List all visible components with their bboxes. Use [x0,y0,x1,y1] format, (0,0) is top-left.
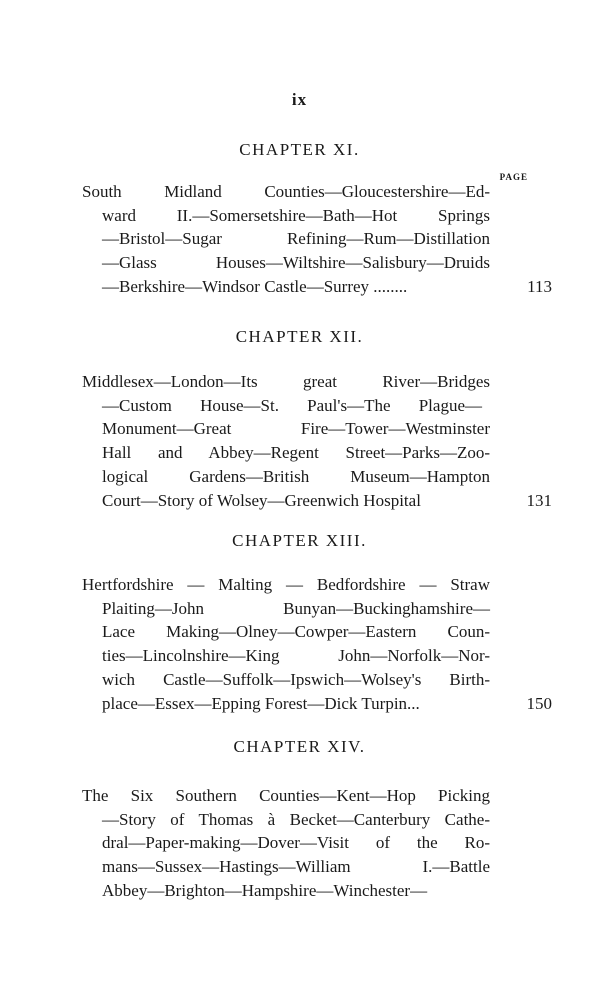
contents-line [82,489,552,513]
contents-line-text: place—Essex—Epping Forest—Dick Turpin... [102,693,420,713]
contents-line: —Glass Houses—Wiltshire—Salisbury—Druids [102,253,490,273]
page-column-header: PAGE [499,172,528,182]
contents-line: wich Castle—Suffolk—Ipswich—Wolsey's Birth- [102,669,490,689]
chapter-title: CHAPTER XII. [235,327,364,346]
page-reference: 150 [526,693,552,713]
chapter-contents [82,573,552,715]
contents-line: South Midland Counties—Gloucestershire—Ed- [82,182,490,201]
chapter-contents [82,784,552,903]
chapter-contents [82,180,552,299]
contents-line: The Six Southern Counties—Kent—Hop Picking [82,786,490,805]
contents-line: —Custom House—St. Paul's—The Plague— [102,395,482,415]
contents-line: mans—Sussex—Hastings—William I.—Battle [102,857,490,877]
page-number: ix [291,90,308,109]
contents-line: —Bristol—Sugar Refining—Rum—Distillation [102,229,490,249]
contents-line: logical Gardens—British Museum—Hampton [102,466,490,486]
chapter-title: CHAPTER XI. [239,140,360,159]
page-reference: 131 [526,490,552,510]
contents-line: ward II.—Somersetshire—Bath—Hot Springs [102,205,490,225]
contents-line: Monument—Great Fire—Tower—Westminster [102,419,490,439]
contents-line: Plaiting—John Bunyan—Buckinghamshire— [102,598,490,618]
page-reference: 113 [527,276,552,296]
contents-line [82,275,552,299]
contents-line: dral—Paper-making—Dover—Visit of the Ro- [102,833,490,853]
contents-line [82,692,552,716]
contents-line: —Story of Thomas à Becket—Canterbury Cathe- [102,809,490,829]
chapter-title: CHAPTER XIII. [232,531,367,550]
chapter-title: CHAPTER XIV. [233,737,366,756]
contents-line: Hertfordshire — Malting — Bedfordshire — Straw [82,575,490,594]
contents-line: ties—Lincolnshire—King John—Norfolk—Nor- [102,646,490,666]
contents-line: Hall and Abbey—Regent Street—Parks—Zoo- [102,443,490,463]
contents-line-text: Court—Story of Wolsey—Greenwich Hospital [102,490,421,510]
contents-line-text: —Berkshire—Windsor Castle—Surrey ........ [102,276,408,296]
contents-line: Middlesex—London—Its great River—Bridges [82,372,490,391]
contents-line: Abbey—Brighton—Hampshire—Winchester— [102,880,428,900]
chapter-contents [82,370,552,512]
contents-line: Lace Making—Olney—Cowper—Eastern Coun- [102,622,490,642]
